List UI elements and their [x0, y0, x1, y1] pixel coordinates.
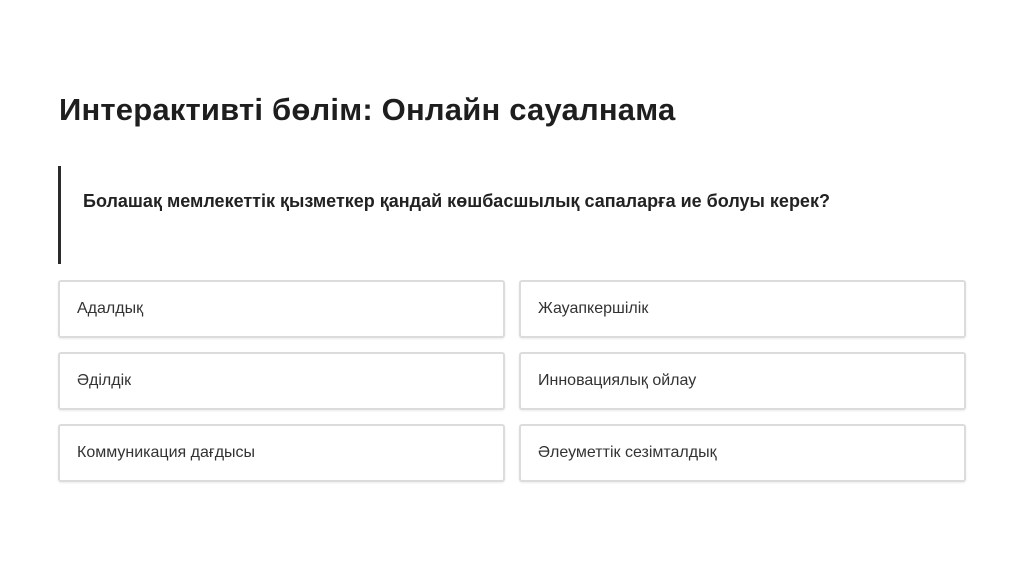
option-label: Коммуникация дағдысы [77, 444, 256, 461]
options-grid [58, 280, 966, 482]
question-text: Болашақ мемлекеттік қызметкер қандай көшбасшылық сапаларға ие болуы керек? [83, 191, 830, 211]
option-label: Әлеуметтік сезімталдық [538, 444, 717, 461]
option-social-sensitivity[interactable] [519, 424, 966, 482]
option-communication-skills[interactable] [58, 424, 505, 482]
option-responsibility[interactable] [519, 280, 966, 338]
option-label: Әділдік [77, 372, 132, 389]
option-label: Адалдық [77, 300, 144, 317]
question-block [58, 166, 958, 264]
option-label: Инновациялық ойлау [538, 372, 697, 389]
option-fairness[interactable] [58, 352, 505, 410]
option-label: Жауапкершілік [538, 300, 649, 317]
option-honesty[interactable] [58, 280, 505, 338]
option-innovative-thinking[interactable] [519, 352, 966, 410]
page-title: Интерактивті бөлім: Онлайн сауалнама [59, 92, 676, 127]
